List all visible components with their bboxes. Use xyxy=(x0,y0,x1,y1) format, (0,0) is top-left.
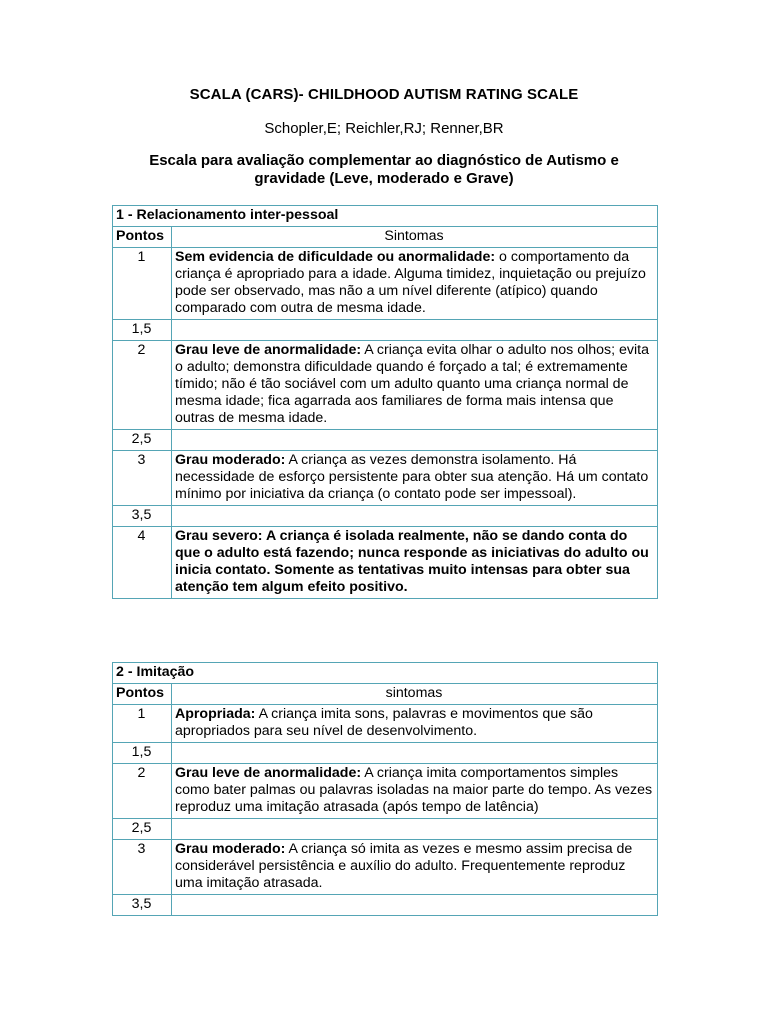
row-symptom-text: A criança imita comportamentos simples como bater palmas ou palavras isoladas na maior parte do tempo. As vezes reproduz uma imitação atrasada (após tempo de latência) xyxy=(175,765,653,815)
row-symptom-label: Grau leve de anormalidade: xyxy=(175,342,362,358)
row-points: 3,5 xyxy=(113,506,172,527)
row-points: 2,5 xyxy=(113,430,172,451)
row-symptom-label: Grau moderado: xyxy=(175,841,286,857)
row-symptom-text: A criança as vezes demonstra isolamento. Há necessidade de esforço persistente para obter sua atenção. Há um contato mínimo por iniciativa da criança (o contato pode ser impessoal). xyxy=(175,452,649,502)
row-points: 4 xyxy=(113,527,172,599)
table-row xyxy=(113,451,658,506)
row-points: 1 xyxy=(113,705,172,743)
row-points: 2 xyxy=(113,341,172,430)
table-row xyxy=(113,506,658,527)
column-header-symptoms: sintomas xyxy=(172,684,658,705)
row-points: 1,5 xyxy=(113,320,172,341)
row-symptom xyxy=(172,451,658,506)
section-heading-row xyxy=(113,663,658,684)
row-points: 2 xyxy=(113,764,172,819)
row-symptom-text: o comportamento da criança é apropriado para a idade. Alguma timidez, inquietação ou prejuízo pode ser observado, mas não a um nível diferente (atípico) quando comparado com outra de mesma idade. xyxy=(175,249,646,316)
row-symptom-label: Grau leve de anormalidade: xyxy=(175,765,362,781)
table-row xyxy=(113,527,658,599)
row-symptom xyxy=(172,764,658,819)
row-points: 3 xyxy=(113,840,172,895)
row-points: 2,5 xyxy=(113,819,172,840)
section-heading: 1 - Relacionamento inter-pessoal xyxy=(113,206,658,227)
row-symptom xyxy=(172,320,658,341)
table-row xyxy=(113,895,658,916)
table-row xyxy=(113,743,658,764)
row-symptom xyxy=(172,506,658,527)
table-row xyxy=(113,320,658,341)
table-row xyxy=(113,764,658,819)
row-symptom-text: A criança só imita as vezes e mesmo assim precisa de considerável persistência e auxílio do adulto. Frequentemente reproduz uma imitação atrasada. xyxy=(175,841,633,891)
table-row xyxy=(113,840,658,895)
row-symptom-label: Sem evidencia de dificuldade ou anormalidade: xyxy=(175,249,496,265)
table-row xyxy=(113,705,658,743)
column-header-points: Pontos xyxy=(113,227,172,248)
row-symptom xyxy=(172,248,658,320)
document-authors: Schopler,E; Reichler,RJ; Renner,BR xyxy=(264,120,504,137)
column-header-row xyxy=(113,227,658,248)
row-symptom xyxy=(172,705,658,743)
table-row xyxy=(113,430,658,451)
row-symptom xyxy=(172,819,658,840)
row-symptom xyxy=(172,341,658,430)
row-symptom-label: Grau severo: A criança é isolada realmente, não se dando conta do que o adulto está fazendo; nunca responde as iniciativas do adulto ou inicia contato. Somente as tentativas muito intensas para obter sua atenção tem algum efeito positivo. xyxy=(175,528,649,595)
row-symptom-label: Grau moderado: xyxy=(175,452,286,468)
table-row xyxy=(113,248,658,320)
row-points: 3,5 xyxy=(113,895,172,916)
row-points: 1 xyxy=(113,248,172,320)
column-header-symptoms: Sintomas xyxy=(172,227,658,248)
table-row xyxy=(113,819,658,840)
section-heading-row xyxy=(113,206,658,227)
document-subtitle: Escala para avaliação complementar ao diagnóstico de Autismo e gravidade (Leve, moderado e Grave) xyxy=(149,152,619,187)
document-title: SCALA (CARS)- CHILDHOOD AUTISM RATING SCALE xyxy=(189,86,579,103)
table-row xyxy=(113,341,658,430)
row-points: 1,5 xyxy=(113,743,172,764)
column-header-row xyxy=(113,684,658,705)
row-symptom xyxy=(172,430,658,451)
row-symptom-label: Apropriada: xyxy=(175,706,256,722)
row-symptom xyxy=(172,527,658,599)
section-table-relacionamento xyxy=(112,205,658,599)
section-table-imitacao xyxy=(112,662,658,916)
row-symptom xyxy=(172,743,658,764)
row-symptom-text: A criança evita olhar o adulto nos olhos; evita o adulto; demonstra dificuldade quando é forçado a tal; é extremamente tímido; não é tão sociável com um adulto quanto uma criança normal de mesma idade; fica agarrada aos familiares de forma mais intensa que outras de mesma idade. xyxy=(175,342,649,426)
row-points: 3 xyxy=(113,451,172,506)
row-symptom xyxy=(172,895,658,916)
column-header-points: Pontos xyxy=(113,684,172,705)
section-heading: 2 - Imitação xyxy=(113,663,658,684)
row-symptom xyxy=(172,840,658,895)
row-symptom-text: A criança imita sons, palavras e movimentos que são apropriados para seu nível de desenvolvimento. xyxy=(175,706,593,739)
